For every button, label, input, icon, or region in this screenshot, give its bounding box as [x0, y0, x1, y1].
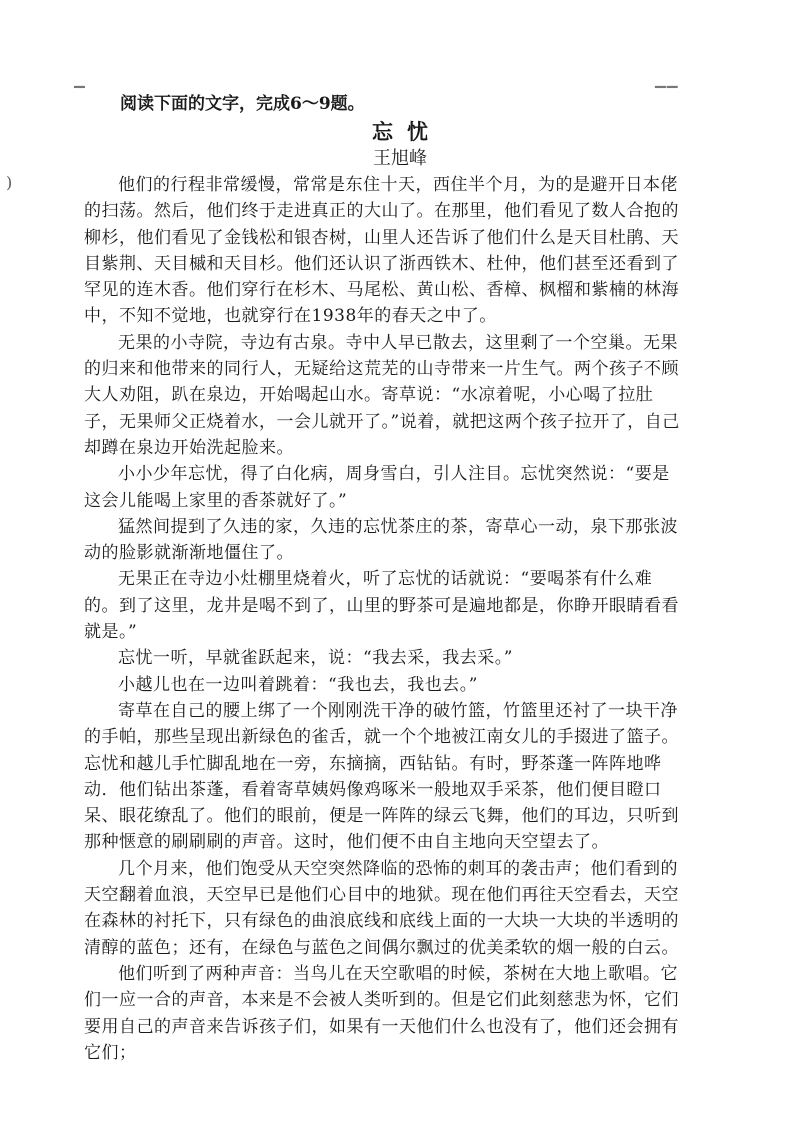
- scan-mark: ▔: [74, 87, 85, 103]
- scan-mark: ▔▔: [655, 87, 679, 103]
- paragraph: 他们的行程非常缓慢，常常是东住十天，西住半个月，为的是避开日本佬的扫荡。然后，他们终于走进真正的大山了。在那里，他们看见了数人合抱的柳杉，他们看见了金钱松和银杏树，山里人还告诉了他们什么是天目杜鹃、天目紫荆、天目槭和天目杉。他们还认识了浙西铁木、杜仲，他们甚至还看到了罕见的连木香。他们穿行在杉木、马尾松、黄山松、香樟、枫榴和紫楠的林海中，不知不觉地，也就穿行在1938年的春天之中了。: [84, 175, 679, 327]
- paragraph: 小越儿也在一边叫着跳着：“我也去，我也去。”: [118, 674, 478, 695]
- article-title: 忘忧: [372, 119, 442, 144]
- paragraph: 猛然间提到了久违的家，久违的忘忧茶庄的茶，寄草心一动，泉下那张波动的脸影就渐渐地僵住了。: [84, 516, 678, 564]
- question-instruction: 阅读下面的文字，完成6～9题。: [120, 94, 365, 114]
- paragraph: 寄草在自己的腰上绑了一个刚刚洗干净的破竹篮，竹篮里还衬了一块干净的手帕，那些呈现出新绿色的雀舌，就一个个地被江南女儿的手掇进了篮子。忘忧和越儿手忙脚乱地在一旁，东摘摘，西钻钻。有时，野茶蓬一阵阵地哗动．他们钻出茶蓬，看着寄草姨妈像鸡啄米一般地双手采茶，他们便目瞪口呆、眼花缭乱了。他们的眼前，便是一阵阵的绿云飞舞，他们的耳边，只听到那种惬意的刷刷刷的声音。这时，他们便不由自主地向天空望去了。: [84, 700, 679, 853]
- article-body: [84, 172, 684, 1066]
- article-author: 王旭峰: [373, 148, 427, 169]
- margin-paren: ): [6, 173, 13, 192]
- paragraph: 忘忧一听，早就雀跃起来，说：“我去采，我去采。”: [118, 648, 513, 669]
- paragraph: 无果正在寺边小灶棚里烧着火，听了忘忧的话就说：“要喝茶有什么难的。到了这里，龙井是喝不到了，山里的野茶可是遍地都是，你睁开眼睛看看就是。”: [84, 569, 679, 643]
- paragraph: 无果的小寺院，寺边有古泉。寺中人早已散去，这里剩了一个空巢。无果的归来和他带来的同行人，无疑给这荒芜的山寺带来一片生气。两个孩子不顾大人劝阻，趴在泉边，开始喝起山水。寄草说：“水凉着呢，小心喝了拉肚子，无果师父正烧着水，一会儿就开了。”说着，就把这两个孩子拉开了，自己却蹲在泉边开始洗起脸来。: [84, 332, 680, 458]
- paragraph: 小小少年忘忧，得了白化病，周身雪白，引人注目。忘忧突然说：“要是这会儿能喝上家里的香茶就好了。”: [84, 464, 670, 511]
- paragraph: 几个月来，他们饱受从天空突然降临的恐怖的刺耳的袭击声；他们看到的天空翻着血浪，天空早已是他们心目中的地狱。现在他们再往天空看去，天空在森林的衬托下，只有绿色的曲浪底线和底线上面的一大块一大块的半透明的清醇的蓝色；还有，在绿色与蓝色之间偶尔飘过的优美柔软的烟一般的白云。: [84, 858, 679, 958]
- paragraph: 他们听到了两种声音：当鸟儿在天空歌唱的时候，茶树在大地上歌唱。它们一应一合的声音，本来是不会被人类听到的。但是它们此刻慈悲为怀，它们要用自己的声音来告诉孩子们，如果有一天他们什么也没有了，他们还会拥有它们；: [84, 963, 679, 1063]
